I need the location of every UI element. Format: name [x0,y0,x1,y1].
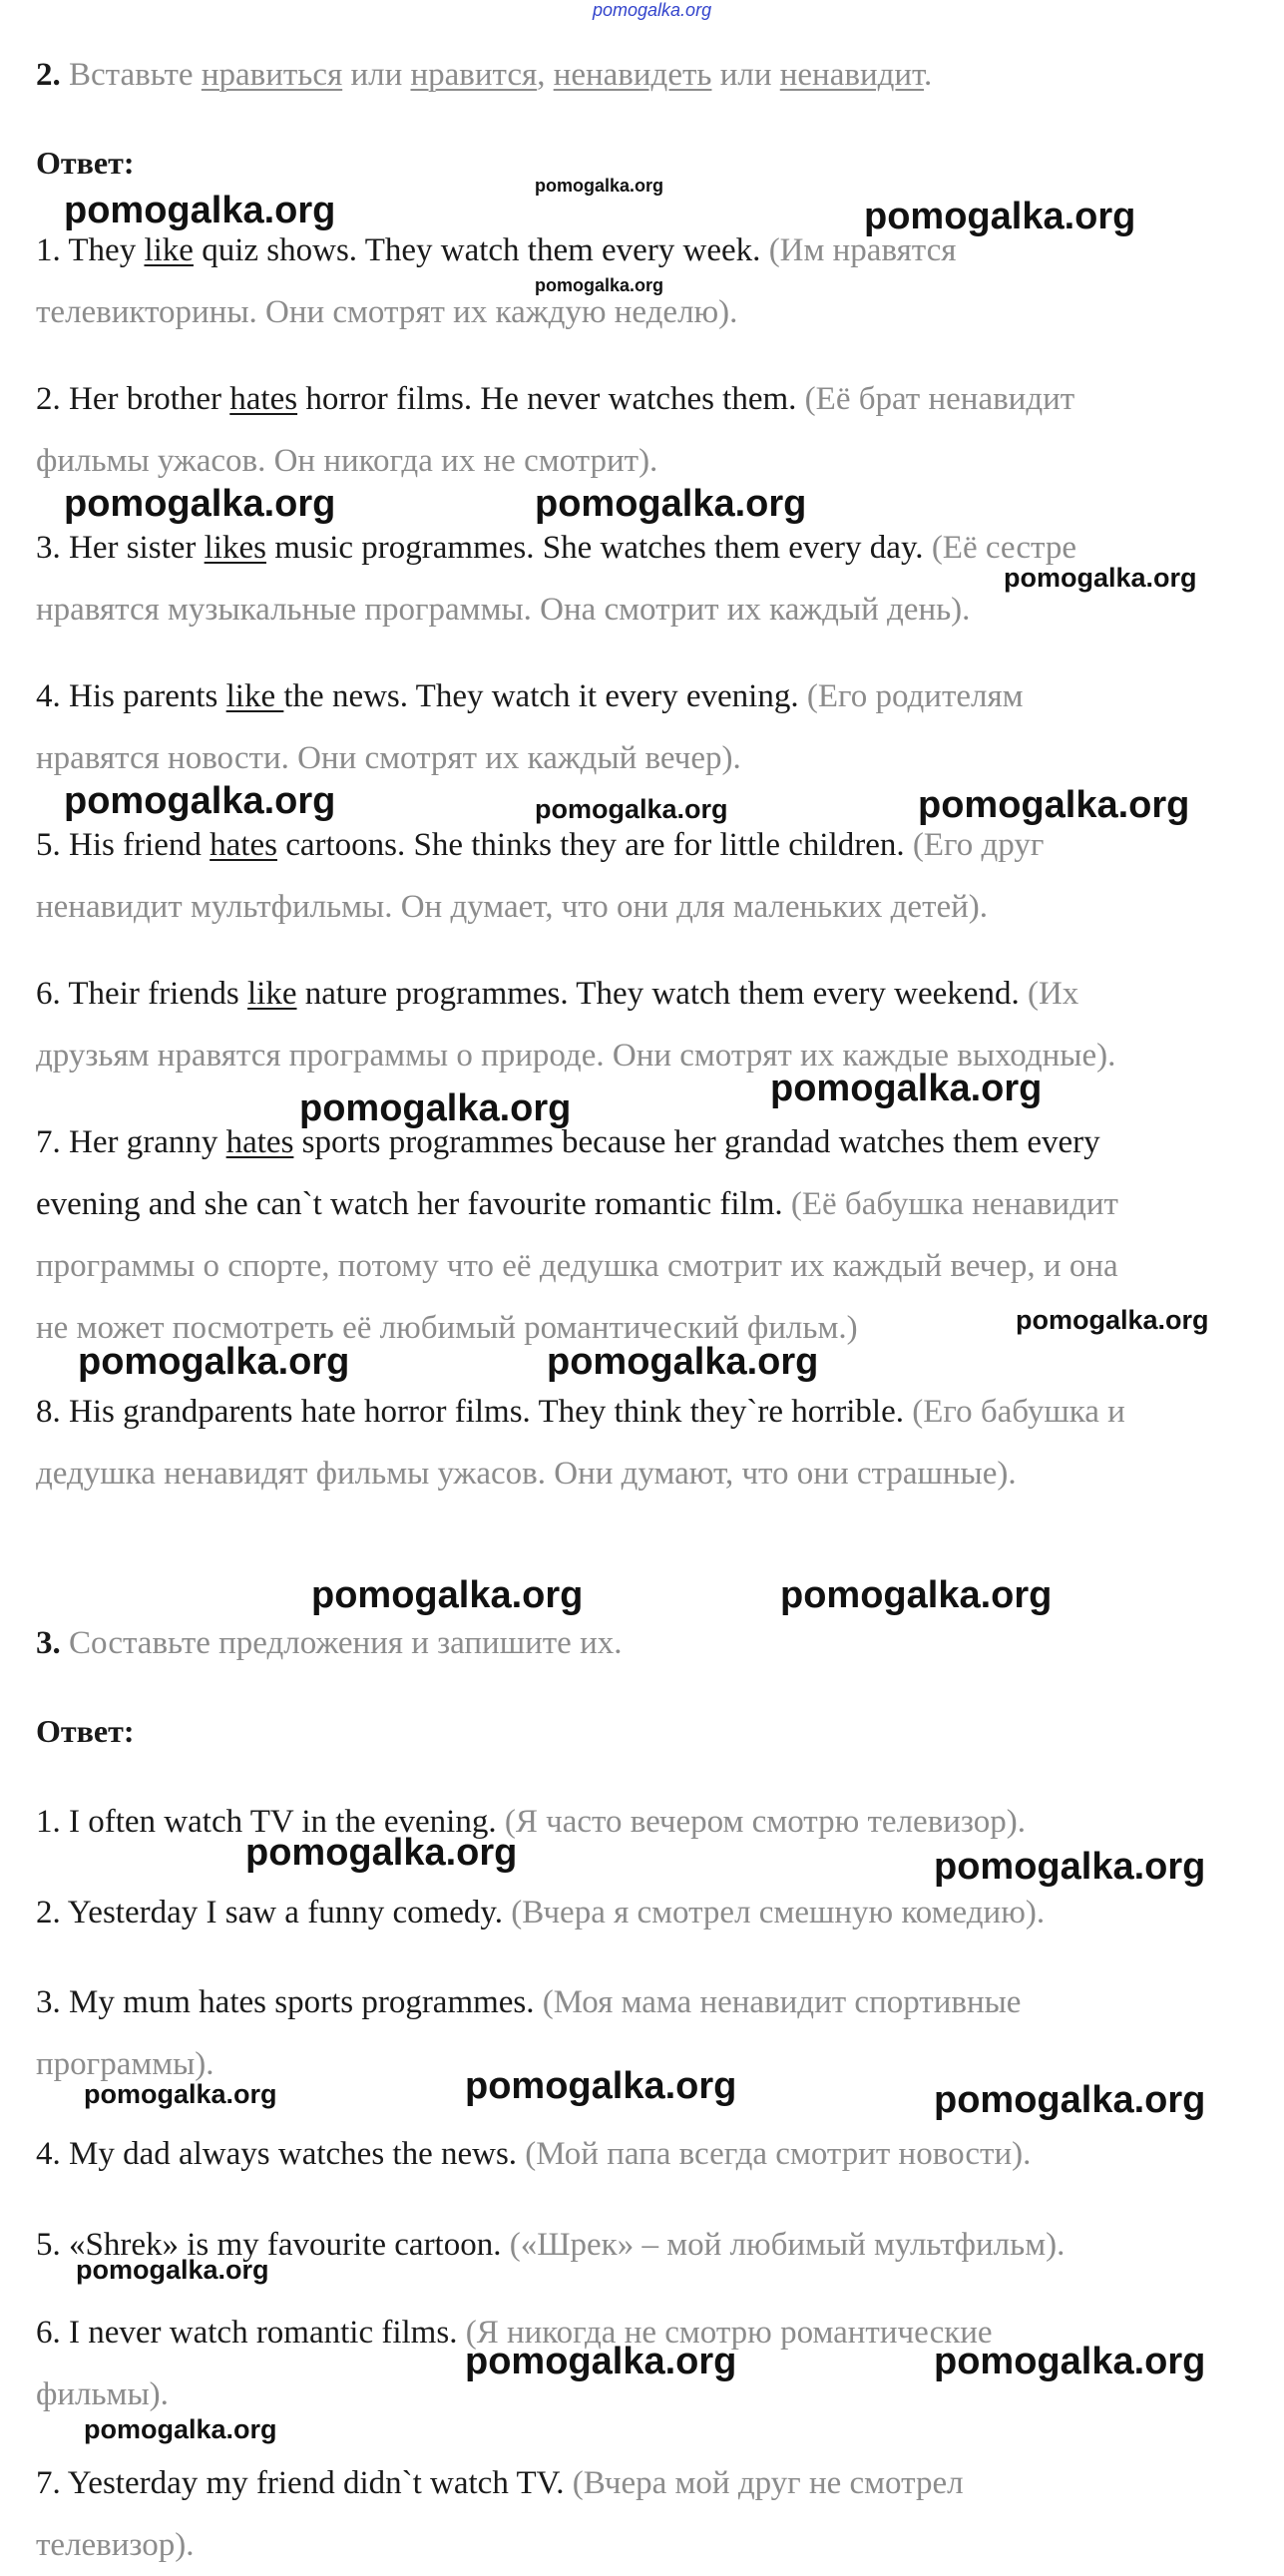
watermark: pomogalka.org [64,190,336,231]
task2-item-6: 6. Their friends like nature programmes. They watch them every weekend. (Их [36,976,1079,1012]
watermark: pomogalka.org [864,196,1136,237]
watermark: pomogalka.org [1004,563,1197,593]
task2-number: 2. [36,57,61,93]
task3-item-3-translation: программы). [36,2046,214,2082]
watermark: pomogalka.org [1016,1305,1209,1335]
task2-instruction: 2. Вставьте нравиться или нравится, ненавидеть или ненавидит. [36,57,933,93]
watermark: pomogalka.org [76,2255,269,2285]
task3-item-6: 6. I never watch romantic films. (Я никогда не смотрю романтические [36,2315,993,2351]
task3-answer-label: Ответ: [36,1713,135,1749]
watermark: pomogalka.org [84,2414,277,2444]
task2-item-1-translation: телевикторины. Они смотрят их каждую неделю). [36,294,738,330]
word-option: нравиться [201,57,343,93]
watermark: pomogalka.org [311,1574,584,1616]
watermark: pomogalka.org [299,1087,572,1129]
task2-item-1: 1. They like quiz shows. They watch them every week. (Им нравятся [36,232,957,268]
task2-item-8-translation: дедушка ненавидят фильмы ужасов. Они думают, что они страшные). [36,1456,1017,1492]
task3-item-6-translation: фильмы). [36,2376,169,2412]
watermark: pomogalka.org [535,275,664,295]
task2-item-2: 2. Her brother hates horror films. He never watches them. (Её брат ненавидит [36,381,1075,417]
watermark: pomogalka.org [934,2079,1206,2121]
watermark: pomogalka.org [547,1341,819,1383]
task3-number: 3. [36,1625,61,1661]
task3-item-7: 7. Yesterday my friend didn`t watch TV. (Вчера мой друг не смотрел [36,2465,964,2501]
task3-item-5: 5. «Shrek» is my favourite cartoon. («Шрек» – мой любимый мультфильм). [36,2227,1066,2263]
task2-item-2-translation: фильмы ужасов. Он никогда их не смотрит). [36,443,658,479]
task3-item-7-translation: телевизор). [36,2527,195,2563]
task2-item-5: 5. His friend hates cartoons. She thinks they are for little children. (Его друг [36,827,1045,863]
watermark: pomogalka.org [780,1574,1053,1616]
task2-item-3: 3. Her sister likes music programmes. She watches them every day. (Её сестре [36,530,1076,566]
watermark: pomogalka.org [64,483,336,525]
watermark: pomogalka.org [535,794,728,824]
task3-item-3: 3. My mum hates sports programmes. (Моя мама ненавидит спортивные [36,1984,1022,2020]
watermark: pomogalka.org [465,2341,737,2382]
watermark: pomogalka.org [84,2079,277,2109]
task3-item-1: 1. I often watch TV in the evening. (Я часто вечером смотрю телевизор). [36,1804,1027,1840]
task2-item-8: 8. His grandparents hate horror films. They think they`re horrible. (Его бабушка и [36,1394,1125,1430]
task2-item-7-line2: evening and she can`t watch her favourite romantic film. (Её бабушка ненавидит [36,1186,1118,1222]
task2-item-5-translation: ненавидит мультфильмы. Он думает, что они для маленьких детей). [36,889,989,925]
task2-item-6-translation: друзьям нравятся программы о природе. Они смотрят их каждые выходные). [36,1038,1116,1073]
task2-item-7-translation-end: не может посмотреть её любимый романтический фильм.) [36,1310,858,1346]
watermark: pomogalka.org [245,1832,518,1874]
watermark: pomogalka.org [64,780,336,822]
task3-item-4: 4. My dad always watches the news. (Мой папа всегда смотрит новости). [36,2136,1032,2172]
task2-item-3-translation: нравятся музыкальные программы. Она смотрит их каждый день). [36,592,971,628]
watermark: pomogalka.org [78,1341,350,1383]
task2-item-7-translation: программы о спорте, потому что её дедушка смотрит их каждый вечер, и она [36,1248,1118,1284]
task2-item-4: 4. His parents like the news. They watch it every evening. (Его родителям [36,678,1024,714]
watermark: pomogalka.org [535,483,807,525]
word-option: ненавидит [779,57,924,93]
word-option: ненавидеть [553,57,712,93]
word-option: нравится [410,57,538,93]
task3-instruction: 3. Составьте предложения и запишите их. [36,1625,623,1661]
watermark: pomogalka.org [465,2065,737,2107]
watermark: pomogalka.org [918,784,1190,826]
watermark: pomogalka.org [934,1846,1206,1888]
task2-item-4-translation: нравятся новости. Они смотрят их каждый вечер). [36,740,741,776]
top-watermark: pomogalka.org [593,0,712,20]
watermark: pomogalka.org [934,2341,1206,2382]
task2-answer-label: Ответ: [36,145,135,181]
watermark: pomogalka.org [770,1068,1043,1109]
task3-item-2: 2. Yesterday I saw a funny comedy. (Вчера я смотрел смешную комедию). [36,1895,1046,1931]
watermark: pomogalka.org [535,176,664,196]
task2-item-7: 7. Her granny hates sports programmes because her grandad watches them every [36,1124,1100,1160]
